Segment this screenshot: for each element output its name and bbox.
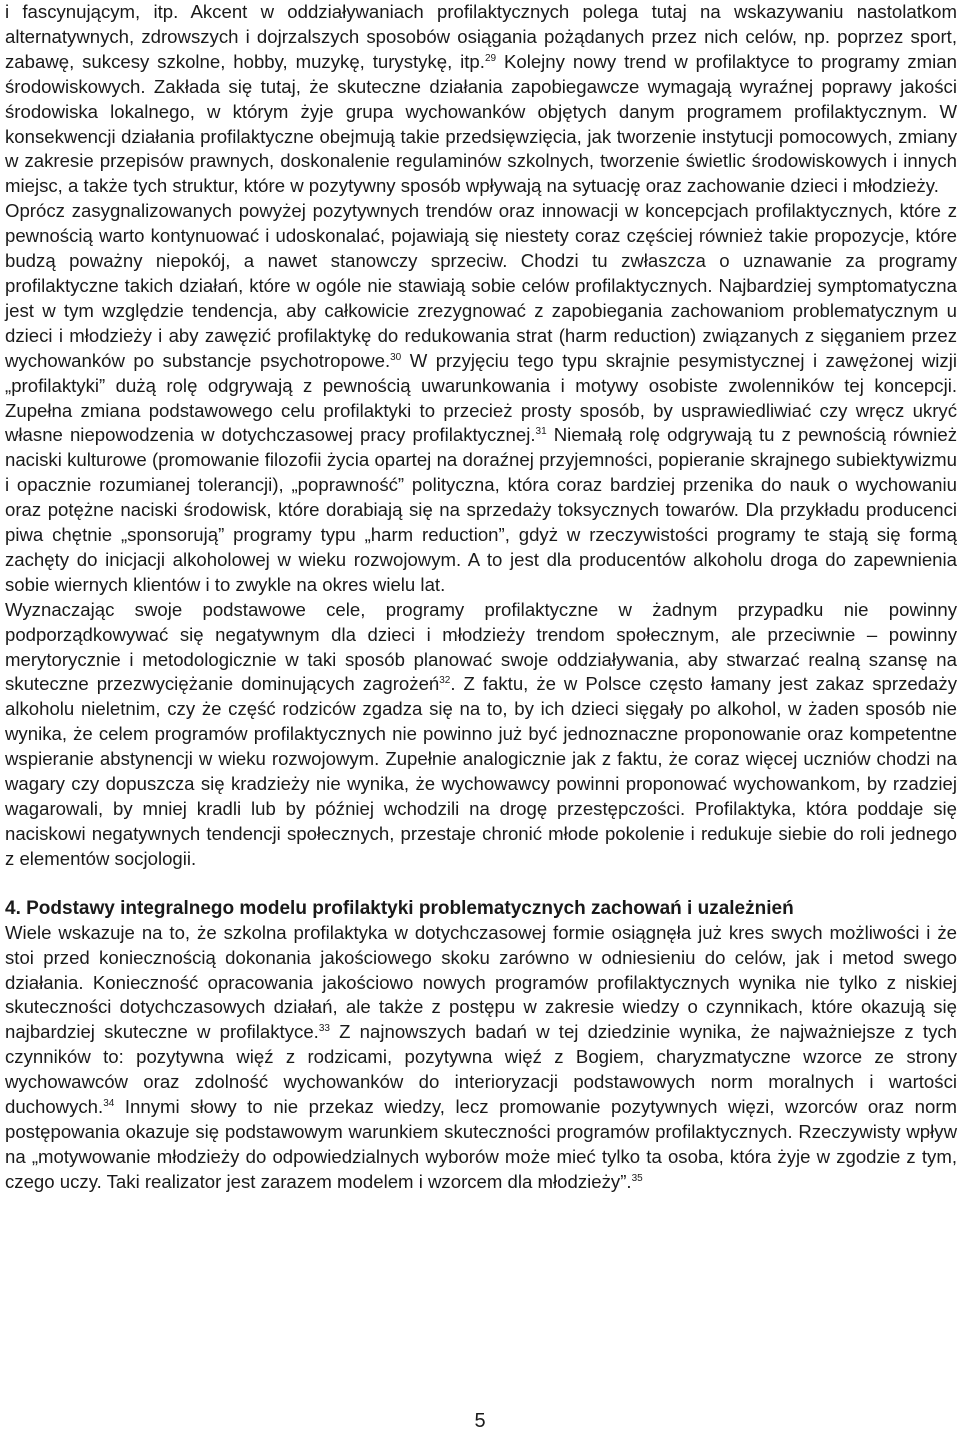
footnote-reference[interactable]: 33 xyxy=(318,1023,330,1035)
paragraph xyxy=(5,921,957,1195)
body-text-top xyxy=(5,0,957,872)
footnote-reference[interactable]: 31 xyxy=(535,426,547,438)
document-page xyxy=(5,0,957,1195)
text-run: Z najnowszych badań w tej dziedzinie wynika, że najważniejsze z tych czynników to: pozytywna więź z rodzicami, pozytywna więź z Bogiem, charyzmatyczne wzorce ze strony wychowawców oraz zdolność wychowanków do interioryzacji podstawowych norm moralnych i wartości duchowych. xyxy=(5,1021,958,1118)
text-run: Niemałą rolę odgrywają tu z pewnością również naciski kulturowe (promowanie filozofii życia opartej na doraźnej przyjemności, popieranie skrajnego subiektywizmu i opacznie rozumianej tolerancji), „poprawność” polityczna, która coraz bardziej przenika do nauk o wychowaniu oraz potężne naciski środowisk, które dorabiają się na sprzedaży toksycznych towarów. Dla przykładu producenci piwa chętnie „sponsorują” programy typu „harm reduction”, gdyż w rzeczywistości programy te stają się formą zachęty do inicjacji alkoholowej w wieku rozwojowym. A to jest dla producentów alkoholu droga do zapewnienia sobie wiernych klientów i to zwykle na okres wielu lat. xyxy=(5,424,957,595)
footnote-reference[interactable]: 35 xyxy=(631,1172,643,1184)
text-run: Wiele wskazuje na to, że szkolna profilaktyka w dotychczasowej formie osiągnęła już kres swych możliwości i że stoi przed koniecznością dokonania jakościowego skoku zarówno w odniesieniu do celów, jak i metod swego działania. Konieczność opracowania jakościowo nowych programów profilaktycznych wynika nie tylko z niskiej skuteczności dotychczasowych działań, ale także z postępu w zakresie wiedzy o czynnikach, które okazują się najbardziej skuteczne w profilaktyce. xyxy=(5,921,957,1043)
footnote-reference[interactable]: 30 xyxy=(390,351,402,363)
text-run: . Z faktu, że w Polsce często łamany jest zakaz sprzedaży alkoholu nieletnim, czy że część rodziców zgadza się na to, by ich dzieci sięgały po alkohol, w żaden sposób nie wynika, że celem programów profilaktycznych nie powinno już być jednoznaczne proponowanie oraz kompetentne wspieranie abstynencji w wieku rozwojowym. Zupełnie analogicznie jak z faktu, że coraz więcej uczniów chodzi na wagary czy dopuszcza się kradzieży nie wynika, że wychowawcy powinni proponować wychowankom, by rzadziej wagarowali, by mniej kradli lub by później wchodzili na drogę przestępczości. Profilaktyka, która poddaje się naciskowi negatywnych tendencji społecznych, przestaje chronić młode pokolenie i redukuje siebie do roli jednego z elementów socjologii. xyxy=(5,673,957,869)
section-gap xyxy=(5,872,957,896)
page-number: 5 xyxy=(474,1410,486,1432)
text-run: Innymi słowy to nie przekaz wiedzy, lecz promowanie pozytywnych więzi, wzorców oraz norm postępowania okazuje się podstawowym warunkiem skuteczności programów profilaktycznych. Rzeczywisty wpływ na „motywowanie młodzieży do odpowiedzialnych wyborów może mieć tylko ta osoba, która żyje w zgodzie z tym, czego uczy. Taki realizator jest zarazem modelem i wzorcem dla młodzieży”. xyxy=(5,1096,957,1192)
footnote-reference[interactable]: 34 xyxy=(103,1098,115,1110)
paragraph xyxy=(5,598,957,872)
paragraph xyxy=(5,199,957,598)
footnote-reference[interactable]: 29 xyxy=(484,52,497,64)
text-run: i fascynującym, itp. Akcent w oddziaływaniach profilaktycznych polega tutaj na wskazywaniu nastolatkom alternatywnych, zdrowszych i dojrzalszych sposobów osiągania pożądanych przez nich celów, np. poprzez sport, zabawę, sukcesy szkolne, hobby, muzykę, turystykę, itp. xyxy=(5,1,957,72)
body-text-section xyxy=(5,921,957,1195)
paragraph xyxy=(5,0,957,199)
text-run: W przyjęciu tego typu skrajnie pesymistycznej i zawężonej wizji „profilaktyki” dużą rolę odgrywają z pewnością uwarunkowania i motywy osobiste zwolenników tej koncepcji. Zupełna zmiana podstawowego celu profilaktyki to przecież prosty sposób, by usprawiedliwiać czy wręcz ukryć własne niepowodzenia w dotychczasowej pracy profilaktycznej. xyxy=(5,349,957,446)
text-run: Oprócz zasygnalizowanych powyżej pozytywnych trendów oraz innowacji w koncepcjach profilaktycznych, które z pewnością warto kontynuować i udoskonalać, pojawiają się niestety coraz częściej również takie propozycje, które budzą poważny niepokój, a nawet stanowczy sprzeciw. Chodzi tu zwłaszcza o uznawanie za programy profilaktyczne takich działań, które w ogóle nie stawiają sobie celów profilaktycznych. Najbardziej symptomatyczna jest w tym względzie tendencja, aby całkowicie zrezygnować z zapobiegania zachowaniom problematycznym u dzieci i młodzieży i aby zawęzić profilaktykę do redukowania strat (harm reduction) związanych z sięganiem przez wychowanków po substancje psychotropowe. xyxy=(5,200,957,371)
text-run: Kolejny nowy trend w profilaktyce to programy zmian środowiskowych. Zakłada się tutaj, że skuteczne działania zapobiegawcze wymagają wyraźnej poprawy jakości środowiska lokalnego, w którym żyje grupa wychowanków objętych danym programem profilaktycznym. W konsekwencji działania profilaktyczne obejmują takie przedsięwzięcia, jak tworzenie instytucji pomocowych, zmiany w zakresie przepisów prawnych, doskonalenie regulaminów szkolnych, tworzenie świetlic środowiskowych i innych miejsc, a także tych struktur, które w pozytywny sposób wpływają na sytuację oraz zachowanie dzieci i młodzieży. xyxy=(5,50,957,197)
section-heading: 4. Podstawy integralnego modelu profilaktyki problematycznych zachowań i uzależnień xyxy=(5,897,794,919)
footnote-reference[interactable]: 32 xyxy=(439,675,451,687)
text-run: Wyznaczając swoje podstawowe cele, programy profilaktyczne w żadnym przypadku nie powinny podporządkowywać się negatywnym dla dzieci i młodzieży trendom społecznym, ale przeciwnie – powinny merytorycznie i metodologicznie w taki sposób planować swoje oddziaływania, aby stwarzać realną szansę na skuteczne przezwyciężanie dominujących zagrożeń xyxy=(5,598,957,695)
